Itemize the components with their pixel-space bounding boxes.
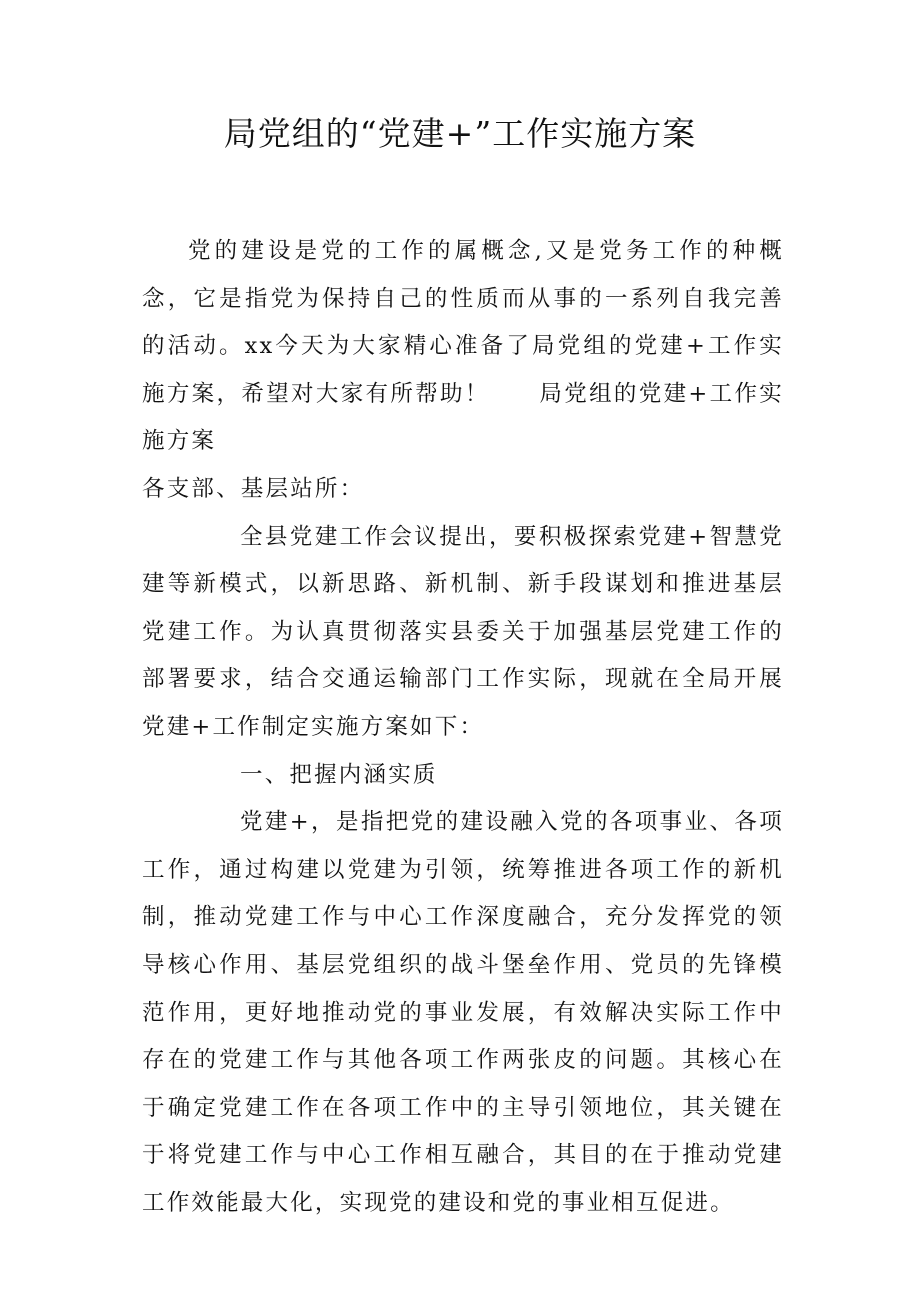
section-1-heading: 一、把握内涵实质 — [240, 761, 438, 788]
document-title: 局党组的“党建+”工作实施方案 — [223, 114, 697, 153]
body-paragraph-1: 全县党建工作会议提出，要积极探索党建+智慧党建等新模式，以新思路、新机制、新手段谋划和推进基层党建工作。为认真贯彻落实县委关于加强基层党建工作的部署要求，结合交通运输部门工作实际，现就在全局开展党建+工作制定实施方案如下： — [142, 523, 784, 740]
salutation-line: 各支部、基层站所： — [142, 475, 365, 502]
document-body — [142, 228, 784, 1227]
intro-paragraph: 党的建设是党的工作的属概念,又是党务工作的种概念，它是指党为保持自己的性质而从事的一系列自我完善的活动。xx今天为大家精心准备了局党组的党建+工作实施方案，希望对大家有所帮助！ 局党组的党建+工作实施方案 — [142, 238, 784, 455]
body-paragraph-2: 党建+，是指把党的建设融入党的各项事业、各项工作，通过构建以党建为引领，统筹推进各项工作的新机制，推动党建工作与中心工作深度融合，充分发挥党的领导核心作用、基层党组织的战斗堡垒作用、党员的先锋模范作用，更好地推动党的事业发展，有效解决实际工作中存在的党建工作与其他各项工作两张皮的问题。其核心在于确定党建工作在各项工作中的主导引领地位，其关键在于将党建工作与中心工作相互融合，其目的在于推动党建工作效能最大化，实现党的建设和党的事业相互促进。 — [142, 809, 784, 1216]
